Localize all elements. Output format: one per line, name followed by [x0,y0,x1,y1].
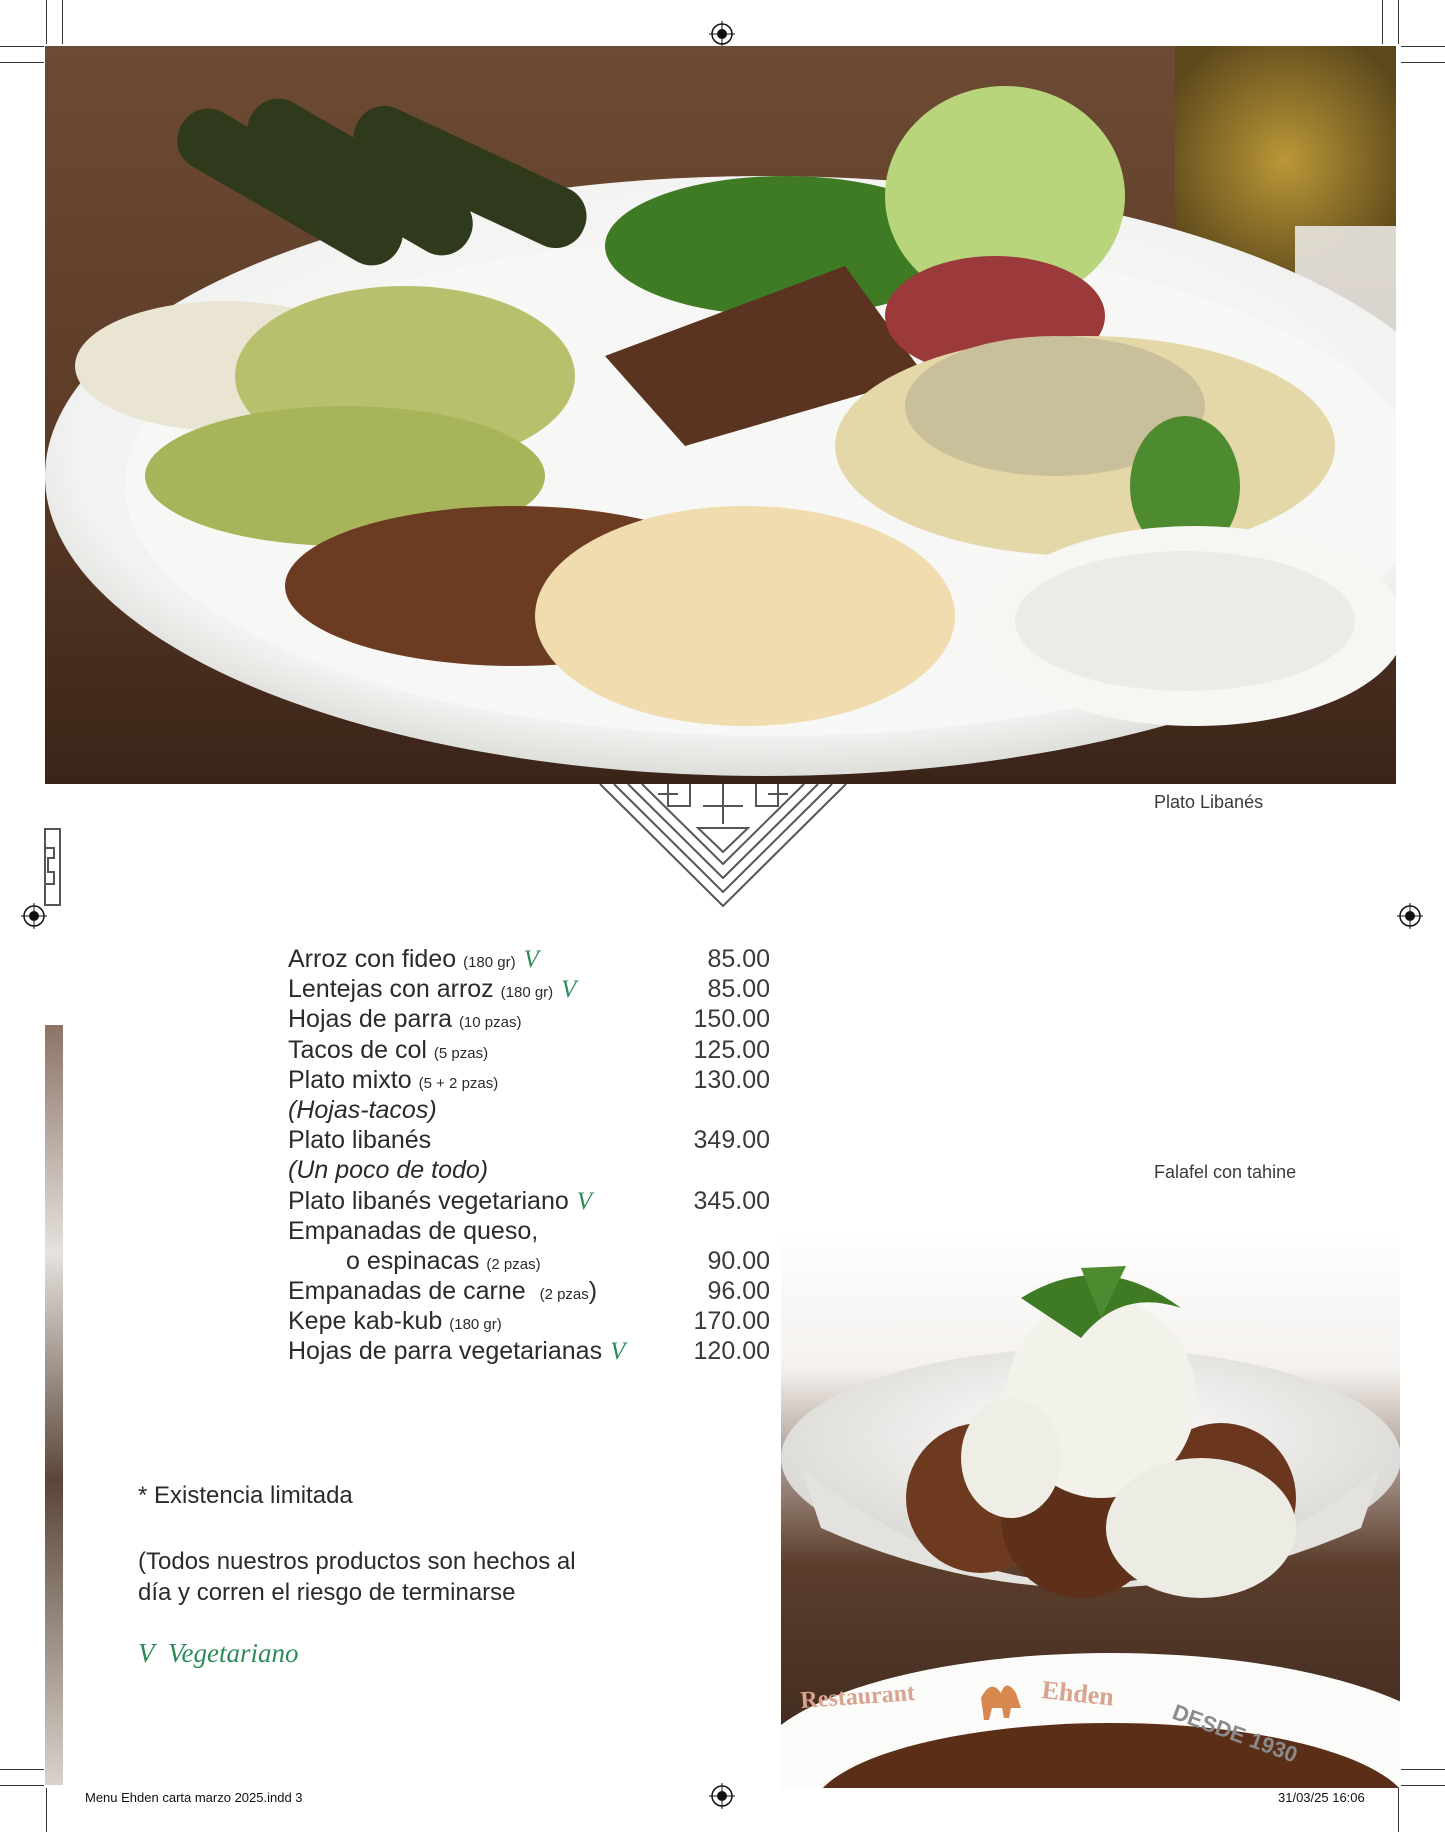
limited-stock-note: * Existencia limitada [138,1482,353,1509]
item-name: Lentejas con arroz [288,975,494,1004]
plate-rim-brand: Ehden [1040,1675,1116,1712]
item-name: Plato libanés vegetariano [288,1186,569,1215]
menu-item [288,1065,770,1095]
item-name: Plato libanés [288,1126,432,1155]
item-price: 130.00 [693,1065,770,1094]
plato-libanes-caption: Plato Libanés [1154,792,1264,812]
item-quantity: (180 gr) [449,1316,502,1334]
falafel-photo [781,1228,1400,1788]
item-quantity: (5 + 2 pzas) [418,1074,499,1092]
item-quantity: (180 gr) [500,984,554,1002]
item-price: 85.00 [707,975,770,1004]
vegetarian-label: Vegetariano [168,1638,299,1668]
item-name: Arroz con fideo [288,945,457,973]
item-quantity: (5 pzas) [433,1044,489,1062]
item-quantity: (180 gr) [463,954,516,971]
item-price: 170.00 [693,1307,770,1336]
item-price: 96.00 [707,1277,770,1306]
crop-mark [1401,1785,1445,1786]
menu-item-subtitle [288,1155,770,1185]
menu-item [288,1336,770,1366]
vegetarian-mark: V [576,1187,593,1215]
ornament-fragment-icon [44,828,62,906]
slug-timestamp: 31/03/25 16:06 [1278,1790,1365,1805]
vegetarian-symbol: V [138,1638,155,1668]
fresh-note-line-2: día y corren el riesgo de terminarse [138,1579,516,1606]
item-name: Empanadas de queso, [288,1216,539,1245]
menu-item-subtitle [288,1095,770,1125]
menu-item [288,1246,770,1276]
crop-mark [0,1785,44,1786]
item-quantity: (10 pzas) [458,1014,522,1032]
slug-filename: Menu Ehden carta marzo 2025.indd 3 [85,1790,303,1805]
menu-item [288,1216,770,1246]
item-name: Empanadas de carne [288,1277,526,1306]
item-name: Hojas de parra vegetarianas [288,1337,603,1366]
crop-mark [1398,0,1399,44]
item-description: (Hojas-tacos) [288,1095,437,1124]
vegetarian-mark: V [561,976,577,1004]
lebanese-ornament-icon [598,784,848,908]
item-price: 125.00 [693,1035,770,1064]
menu-item [288,974,770,1004]
vegetarian-mark: V [610,1338,626,1366]
menu-item [288,1186,770,1216]
fresh-note-line-1: (Todos nuestros productos son hechos al [138,1548,576,1575]
item-price: 345.00 [693,1186,770,1215]
plate-rim-restaurant: Restaurant [799,1680,916,1714]
menu-item [288,944,770,974]
crop-mark [62,0,63,44]
item-quantity: (2 pzas) [486,1255,541,1273]
item-name: Tacos de col [288,1035,427,1064]
crop-mark [1401,46,1445,47]
item-name: Plato mixto [288,1065,412,1094]
crop-mark [1382,0,1383,44]
registration-mark-icon [21,903,47,929]
item-name: o espinacas [346,1246,480,1275]
menu-list [288,944,770,1367]
item-description: (Un poco de todo) [288,1156,489,1185]
crop-mark [46,1788,47,1832]
item-price: 85.00 [707,945,770,973]
plate-rim-since: DESDE 1930 [1169,1699,1301,1768]
item-price: 349.00 [693,1126,770,1155]
registration-mark-icon [1397,903,1423,929]
vegetarian-legend [138,1638,298,1669]
crop-mark [0,46,44,47]
crop-mark [46,0,47,44]
item-name: Hojas de parra [288,1005,452,1034]
menu-item [288,1004,770,1034]
crop-mark [0,62,44,63]
item-price: 90.00 [707,1246,770,1275]
menu-item [288,1276,770,1306]
registration-mark-icon [709,21,735,47]
menu-item [288,1125,770,1155]
registration-mark-icon [709,1783,735,1809]
item-quantity: (2 pzas [539,1286,589,1304]
vegetarian-mark: V [523,946,539,973]
item-price: 120.00 [693,1337,770,1366]
menu-item [288,1306,770,1336]
item-name: Kepe kab-kub [288,1307,443,1336]
crop-mark [1401,62,1445,63]
item-price: 150.00 [693,1005,770,1034]
crop-mark [1401,1769,1445,1770]
item-bracket: ) [588,1277,598,1306]
crop-mark [1398,1788,1399,1832]
plato-libanes-photo [45,46,1396,784]
crop-mark [0,1769,44,1770]
menu-item [288,1035,770,1065]
falafel-caption: Falafel con tahine [1154,1162,1297,1182]
bleed-strip [45,1025,63,1785]
